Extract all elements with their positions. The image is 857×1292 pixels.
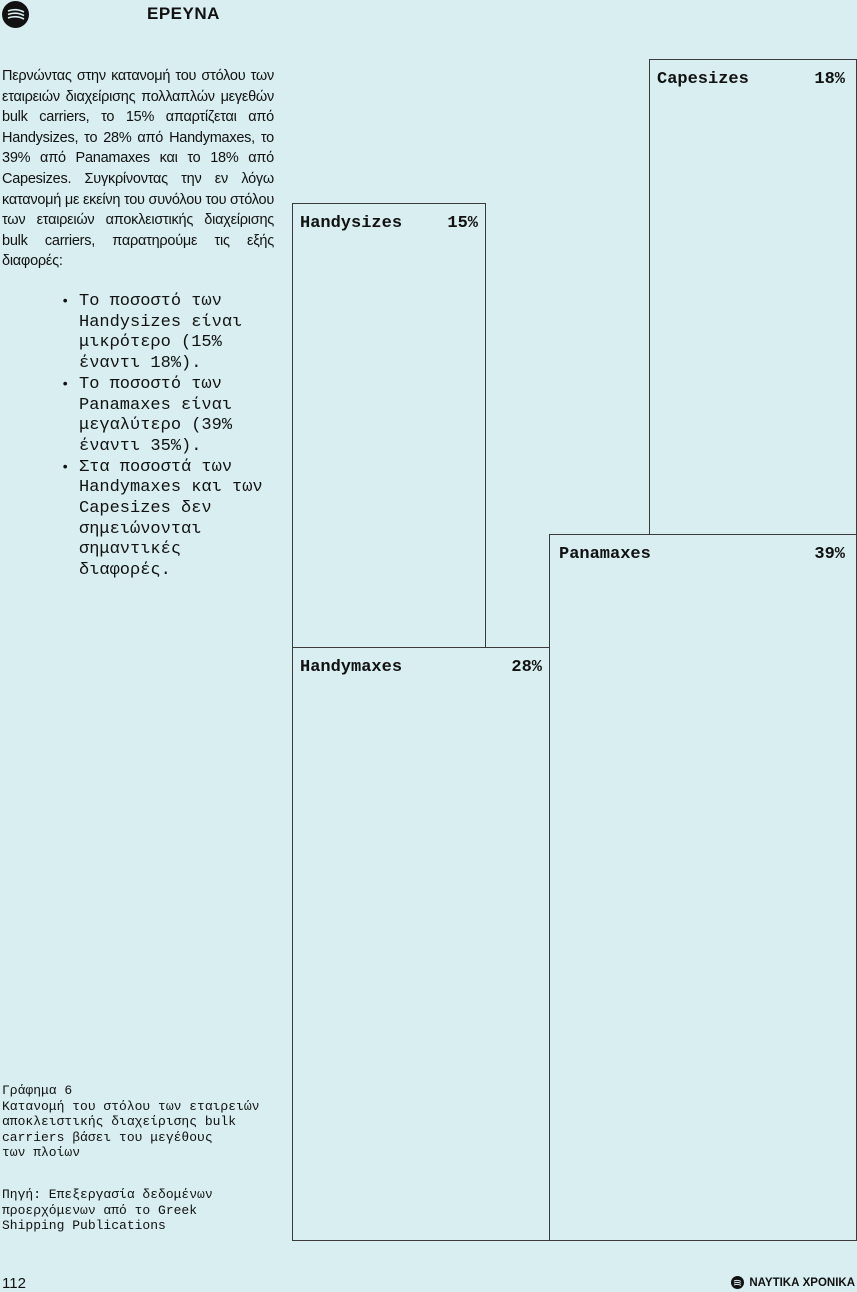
list-item: • Το ποσοστό των Handysizes είναι μικρότερο (15% έναντι 18%).	[60, 292, 275, 375]
bullet-list	[60, 292, 275, 582]
figure-source	[2, 1187, 274, 1234]
block-value: 18%	[814, 70, 845, 89]
list-item: • Στα ποσοστά των Handymaxes και των Capesizes δεν σημειώνονται σημαντικές διαφορές.	[60, 458, 275, 582]
section-title: ΕΡΕΥΝΑ	[147, 4, 220, 23]
source-line: Shipping Publications	[2, 1218, 166, 1234]
caption-line: των πλοίων	[2, 1145, 81, 1161]
footer-brand	[731, 1276, 855, 1289]
brand-name: ΝΑΥΤΙΚΑ ΧΡΟΝΙΚΑ	[749, 1276, 855, 1289]
wave-logo-icon	[2, 1, 29, 28]
treemap-block-panamaxes	[549, 534, 857, 1241]
caption-line: Γράφημα 6	[2, 1083, 73, 1098]
treemap-block-handysizes	[292, 203, 486, 648]
treemap-block-handymaxes	[292, 647, 550, 1241]
caption-line: αποκλειστικής διαχείρισης bulk	[2, 1114, 237, 1130]
block-label: Panamaxes	[559, 545, 651, 564]
page-number: 112	[2, 1275, 26, 1292]
block-label: Handysizes	[300, 214, 403, 233]
list-item: • Το ποσοστό των Panamaxes είναι μεγαλύτερο (39% έναντι 35%).	[60, 375, 275, 458]
block-label: Capesizes	[657, 70, 749, 89]
caption-line: carriers βάσει του μεγέθους	[2, 1129, 213, 1145]
block-value: 39%	[814, 545, 845, 564]
treemap-block-capesizes	[649, 59, 857, 535]
block-label: Handymaxes	[300, 658, 403, 677]
intro-paragraph: Περνώντας στην κατανομή του στόλου των εταιρειών διαχείρισης πολλαπλών μεγεθών bulk carriers, το 15% απαρτίζεται από Handysizes, το 28% από Handymaxes, το 39% από Panamaxes και το 18% από Capesizes. Συγκρίνοντας την εν λόγω κατανομή με εκείνη του συνόλου του στόλου των εταιρειών αποκλειστικής διαχείρισης bulk carriers, παρατηρούμε τις εξής διαφορές:	[2, 68, 275, 270]
block-value: 28%	[511, 658, 542, 677]
wave-logo-icon	[731, 1276, 744, 1289]
source-line: Πηγή: Επεξεργασία δεδομένων	[2, 1187, 213, 1202]
source-line: προερχόμενων από το Greek	[2, 1202, 198, 1218]
block-value: 15%	[447, 214, 478, 233]
caption-line: Κατανομή του στόλου των εταιρειών	[2, 1098, 260, 1114]
figure-caption	[2, 1083, 274, 1161]
